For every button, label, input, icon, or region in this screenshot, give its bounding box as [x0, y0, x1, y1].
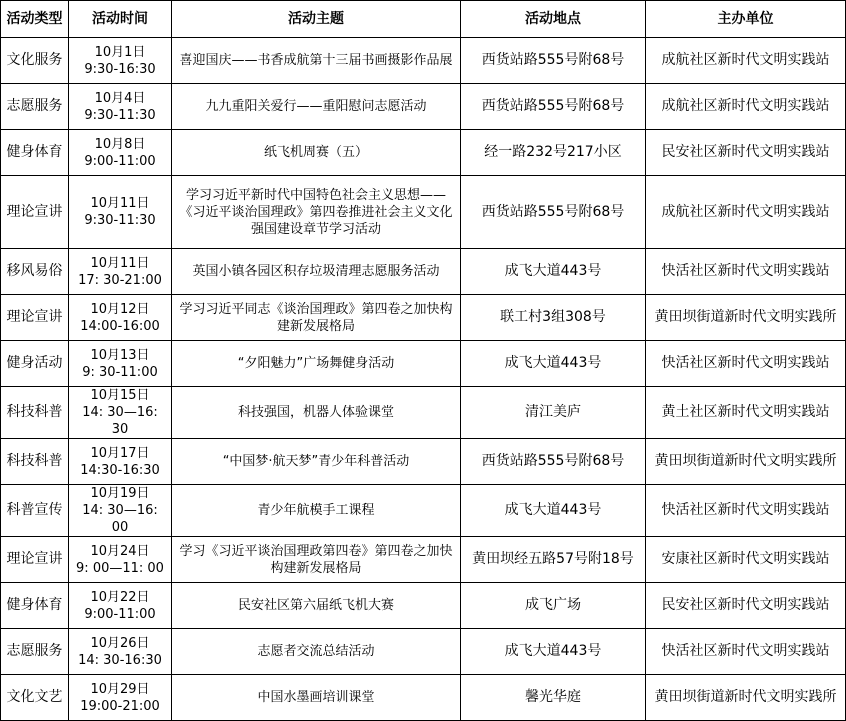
organizer-cell: 黄田坝街道新时代文明实践所	[646, 439, 846, 485]
activity-date: 10月11日	[90, 255, 150, 271]
activity-place-cell: 黄田坝经五路57号附18号	[461, 537, 646, 583]
table-row	[1, 84, 846, 130]
activity-theme-cell: 科技强国，机器人体验课堂	[172, 387, 461, 439]
activity-time-cell	[69, 295, 172, 341]
activity-date: 10月1日	[94, 44, 146, 60]
activity-place-cell: 馨光华庭	[461, 675, 646, 721]
activity-time-cell	[69, 485, 172, 537]
activity-hours: 9:30-11:30	[84, 213, 156, 228]
organizer-cell: 成航社区新时代文明实践站	[646, 38, 846, 84]
header-row	[1, 1, 846, 38]
activity-type-cell: 文化文艺	[1, 675, 69, 721]
table-row	[1, 583, 846, 629]
activity-date: 10月24日	[90, 543, 150, 559]
activity-date: 10月13日	[90, 347, 150, 363]
organizer-cell: 民安社区新时代文明实践站	[646, 130, 846, 176]
table-row	[1, 537, 846, 583]
table-row	[1, 176, 846, 249]
organizer-cell: 民安社区新时代文明实践站	[646, 583, 846, 629]
activity-hours: 14: 30—16: 00	[82, 503, 158, 535]
activity-type-cell: 理论宣讲	[1, 295, 69, 341]
activity-theme-cell: “中国梦·航天梦”青少年科普活动	[172, 439, 461, 485]
activity-place-cell: 成飞大道443号	[461, 485, 646, 537]
activity-date: 10月11日	[90, 196, 150, 211]
activity-place-cell: 西货站路555号附68号	[461, 176, 646, 249]
header-activity-time: 活动时间	[69, 1, 172, 38]
activity-place-cell: 成飞大道443号	[461, 341, 646, 387]
activity-hours: 14: 30-16:30	[78, 652, 162, 668]
activity-time-cell	[69, 629, 172, 675]
activity-type-cell: 志愿服务	[1, 84, 69, 130]
activity-time-cell	[69, 583, 172, 629]
activity-hours: 9: 30-11:00	[82, 364, 158, 380]
activity-place-cell: 成飞大道443号	[461, 629, 646, 675]
activity-time-cell	[69, 176, 172, 249]
activity-theme-cell: 中国水墨画培训课堂	[172, 675, 461, 721]
activity-time-cell	[69, 38, 172, 84]
table-row	[1, 629, 846, 675]
organizer-cell: 黄土社区新时代文明实践站	[646, 387, 846, 439]
activity-type-cell: 理论宣讲	[1, 176, 69, 249]
activity-place-cell: 清江美庐	[461, 387, 646, 439]
activity-time-cell	[69, 439, 172, 485]
activity-type-cell: 科技科普	[1, 387, 69, 439]
header-organizer: 主办单位	[646, 1, 846, 38]
activity-theme-cell: 英国小镇各园区积存垃圾清理志愿服务活动	[172, 249, 461, 295]
activity-theme-cell: 学习习近平同志《谈治国理政》第四卷之加快构建新发展格局	[172, 295, 461, 341]
organizer-cell: 快活社区新时代文明实践站	[646, 629, 846, 675]
activity-theme-cell: “夕阳魅力”广场舞健身活动	[172, 341, 461, 387]
table-row	[1, 341, 846, 387]
activity-place-cell: 联工村3组308号	[461, 295, 646, 341]
table-row	[1, 295, 846, 341]
header-activity-theme: 活动主题	[172, 1, 461, 38]
activity-theme-cell: 喜迎国庆——书香成航第十三届书画摄影作品展	[172, 38, 461, 84]
activity-place-cell: 经一路232号217小区	[461, 130, 646, 176]
activity-hours: 19:00-21:00	[80, 698, 160, 714]
activity-date: 10月12日	[90, 301, 150, 317]
activity-date: 10月22日	[90, 589, 150, 605]
activity-theme-cell: 学习习近平新时代中国特色社会主义思想——《习近平谈治国理政》第四卷推进社会主义文化强国建设章节学习活动	[172, 176, 461, 249]
activity-type-cell: 科普宣传	[1, 485, 69, 537]
activity-hours: 14:00-16:00	[80, 318, 160, 334]
activity-place-cell: 成飞大道443号	[461, 249, 646, 295]
organizer-cell: 安康社区新时代文明实践站	[646, 537, 846, 583]
organizer-cell: 快活社区新时代文明实践站	[646, 485, 846, 537]
activity-time-cell	[69, 130, 172, 176]
activity-date: 10月26日	[90, 635, 150, 651]
activity-type-cell: 志愿服务	[1, 629, 69, 675]
table-row	[1, 439, 846, 485]
activity-theme-cell: 九九重阳关爱行——重阳慰问志愿活动	[172, 84, 461, 130]
activity-hours: 14: 30—16: 30	[82, 405, 158, 437]
activity-type-cell: 健身体育	[1, 130, 69, 176]
table-row	[1, 485, 846, 537]
activity-theme-cell: 纸飞机周赛（五）	[172, 130, 461, 176]
activity-date: 10月29日	[90, 681, 150, 697]
activity-time-cell	[69, 249, 172, 295]
activity-date: 10月15日	[90, 388, 150, 403]
activity-type-cell: 健身活动	[1, 341, 69, 387]
activity-time-cell	[69, 341, 172, 387]
activity-hours: 9: 00—11: 00	[76, 560, 164, 576]
table-row	[1, 130, 846, 176]
activity-place-cell: 西货站路555号附68号	[461, 38, 646, 84]
activity-theme-cell: 志愿者交流总结活动	[172, 629, 461, 675]
activity-time-cell	[69, 387, 172, 439]
activity-hours: 9:00-11:00	[84, 153, 156, 169]
activity-hours: 9:30-11:30	[84, 107, 156, 123]
activity-type-cell: 健身体育	[1, 583, 69, 629]
activity-date: 10月8日	[94, 136, 146, 152]
activity-hours: 14:30-16:30	[80, 462, 160, 478]
activity-type-cell: 移风易俗	[1, 249, 69, 295]
table-row	[1, 387, 846, 439]
activity-theme-cell: 民安社区第六届纸飞机大赛	[172, 583, 461, 629]
activity-hours: 9:00-11:00	[84, 606, 156, 622]
activity-theme-cell: 学习《习近平谈治国理政第四卷》第四卷之加快构建新发展格局	[172, 537, 461, 583]
activity-type-cell: 理论宣讲	[1, 537, 69, 583]
organizer-cell: 快活社区新时代文明实践站	[646, 341, 846, 387]
activity-type-cell: 科技科普	[1, 439, 69, 485]
organizer-cell: 成航社区新时代文明实践站	[646, 176, 846, 249]
activity-date: 10月4日	[94, 90, 146, 106]
table-row	[1, 675, 846, 721]
activity-time-cell	[69, 84, 172, 130]
activity-place-cell: 西货站路555号附68号	[461, 84, 646, 130]
activity-theme-cell: 青少年航模手工课程	[172, 485, 461, 537]
activity-place-cell: 西货站路555号附68号	[461, 439, 646, 485]
header-activity-place: 活动地点	[461, 1, 646, 38]
table-row	[1, 249, 846, 295]
activity-hours: 9:30-16:30	[84, 61, 156, 77]
activity-time-cell	[69, 537, 172, 583]
organizer-cell: 黄田坝街道新时代文明实践所	[646, 675, 846, 721]
activity-time-cell	[69, 675, 172, 721]
organizer-cell: 快活社区新时代文明实践站	[646, 249, 846, 295]
table-row	[1, 38, 846, 84]
header-activity-type: 活动类型	[1, 1, 69, 38]
organizer-cell: 成航社区新时代文明实践站	[646, 84, 846, 130]
activity-type-cell: 文化服务	[1, 38, 69, 84]
activity-date: 10月17日	[90, 445, 150, 461]
organizer-cell: 黄田坝街道新时代文明实践所	[646, 295, 846, 341]
activity-date: 10月19日	[90, 486, 150, 501]
activity-place-cell: 成飞广场	[461, 583, 646, 629]
activity-hours: 17: 30-21:00	[78, 272, 162, 288]
